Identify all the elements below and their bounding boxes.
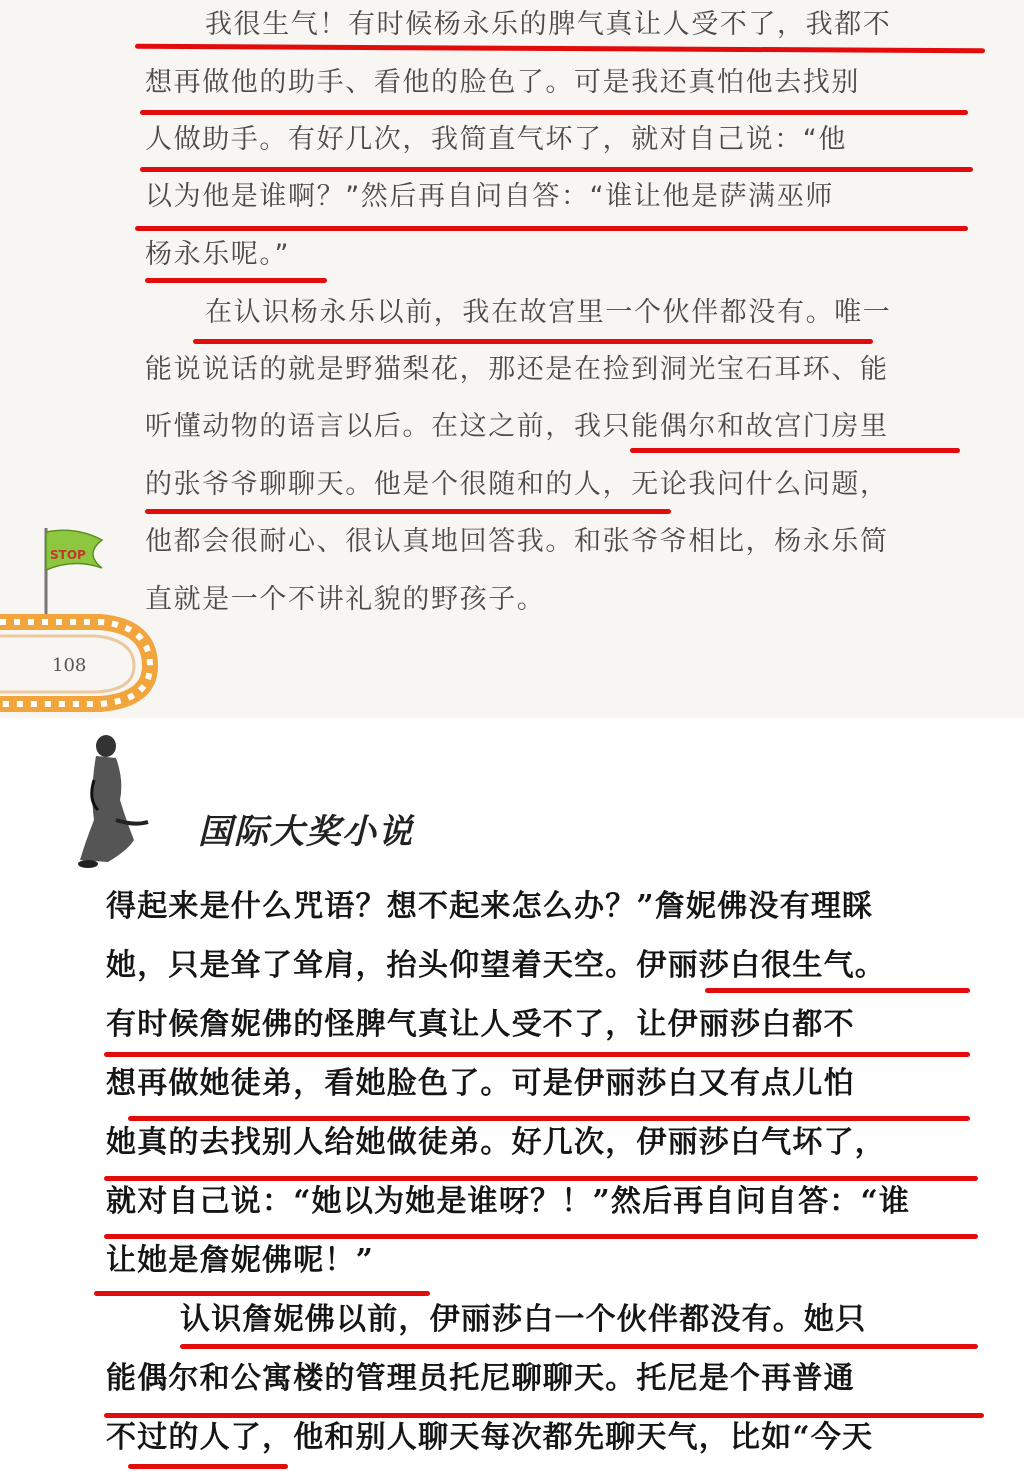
top-page [0,0,1024,718]
top-line-10: 他都会很耐心、很认真地回答我。和张爷爷相比，杨永乐简 [145,526,889,557]
bottom-line-2: 她，只是耸了耸肩，抬头仰望着天空。伊丽莎白很生气。 [106,948,886,983]
underline [705,988,970,993]
top-line-6: 在认识杨永乐以前，我在故宫里一个伙伴都没有。唯一 [205,297,892,328]
underline [135,44,985,53]
underline [104,1176,978,1181]
underline [104,1052,970,1057]
underline [104,1413,984,1418]
top-line-7: 能说说话的就是野猫梨花，那还是在捡到洞光宝石耳环、能 [145,354,889,385]
top-line-1: 我很生气！有时候杨永乐的脾气真让人受不了，我都不 [205,9,892,40]
top-line-8: 听懂动物的语言以后。在这之前，我只能偶尔和故宫门房里 [145,411,889,442]
top-line-11: 直就是一个不讲礼貌的野孩子。 [145,584,546,615]
bottom-line-5: 她真的去找别人给她做徒弟。好几次，伊丽莎白气坏了， [106,1125,886,1160]
underline [630,448,960,453]
underline [145,509,671,514]
underline [193,339,873,344]
top-line-5: 杨永乐呢。” [145,239,291,270]
figure-illustration-icon [68,730,153,870]
underline [94,1291,430,1296]
book-series-header: 国际大奖小说 [198,812,414,852]
bottom-line-9: 能偶尔和公寓楼的管理员托尼聊聊天。托尼是个再普通 [106,1361,855,1396]
top-line-2: 想再做他的助手、看他的脸色了。可是我还真怕他去找别 [145,67,860,98]
top-line-9: 的张爷爷聊聊天。他是个很随和的人，无论我问什么问题， [145,469,889,500]
underline [145,278,327,283]
bottom-line-6: 就对自己说：“她以为她是谁呀？！”然后再自问自答：“谁 [106,1184,911,1219]
bottom-page [0,718,1024,1471]
underline [180,1344,978,1349]
bottom-line-3: 有时候詹妮佛的怪脾气真让人受不了，让伊丽莎白都不 [106,1007,855,1042]
bottom-line-8: 认识詹妮佛以前，伊丽莎白一个伙伴都没有。她只 [180,1302,867,1337]
bottom-line-7: 让她是詹妮佛呢！” [106,1243,375,1278]
bottom-line-1: 得起来是什么咒语？想不起来怎么办？”詹妮佛没有理睬 [106,889,874,924]
top-line-3: 人做助手。有好几次，我简直气坏了，就对自己说：“他 [145,124,847,155]
underline [104,1234,978,1239]
underline [140,110,968,115]
bottom-line-4: 想再做她徒弟，看她脸色了。可是伊丽莎白又有点儿怕 [106,1066,855,1101]
underline [135,226,968,231]
flag-label: STOP [50,548,86,562]
page-number: 108 [52,655,87,676]
bottom-line-10: 不过的人了，他和别人聊天每次都先聊天气，比如“今天 [106,1420,874,1455]
underline [140,167,973,172]
underline [128,1464,288,1469]
underline [128,1116,970,1121]
top-line-4: 以为他是谁啊？”然后再自问自答：“谁让他是萨满巫师 [145,181,834,212]
